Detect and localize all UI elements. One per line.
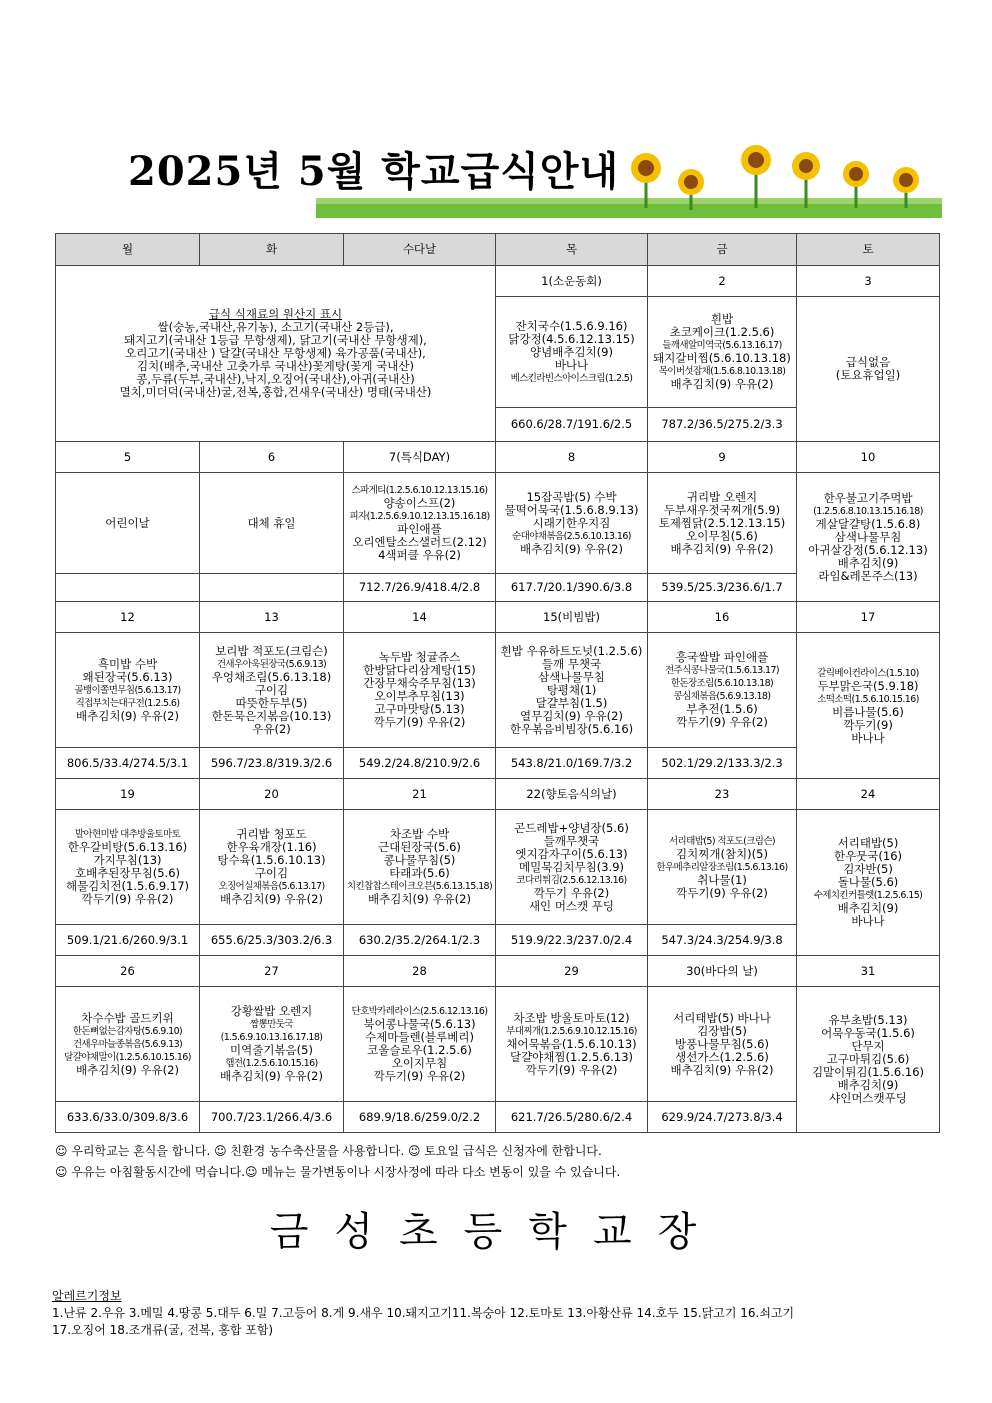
menu-item: 한돈장조림(5.6.10.13.18): [670, 678, 774, 689]
menu-item: 게살달걀탕(1.5.6.8): [815, 516, 921, 531]
day-number: 21: [344, 779, 496, 810]
menu-item: 흥국쌀밥 파인애플: [675, 650, 769, 664]
menu-item: 베스킨라빈스아이스크림(1.2.5): [510, 372, 633, 384]
menu-item: 우엉채조림(5.6.13.18): [211, 669, 332, 684]
meal-cell: [496, 810, 648, 925]
menu-item: 두부새우젓국찌개(5.9): [663, 502, 781, 517]
menu-item: 흑미밥 수박: [97, 656, 158, 671]
menu-item: 한돈뼈없는감자탕(5.6.9.10): [72, 1025, 183, 1037]
nutrition-info: 549.2/24.8/210.9/2.6: [344, 748, 496, 779]
menu-item: 배추김치(9): [837, 555, 899, 570]
origin-line: 돼지고기(국내산 1등급 무항생제), 닭고기(국내산 무항생제),: [124, 333, 427, 347]
day-number: 24: [797, 779, 940, 810]
menu-item: 치킨찹찹스테이크오븐(5.6.13.15.18): [346, 881, 493, 892]
menu-item: 흰밥 우유하트도넛(1.2.5.6): [500, 643, 643, 658]
menu-item: 배추김치(9) 우유(2): [670, 541, 774, 556]
menu-item: 들깨새알미역국(5.6.13.16.17): [662, 340, 782, 351]
day-number: 12: [56, 602, 200, 633]
menu-item: 유부초밥(5.13): [828, 1013, 908, 1027]
menu-item: 북어콩나물국(5.6.13): [363, 1017, 476, 1031]
menu-item: 부추전(1.5.6): [686, 702, 758, 716]
meal-cell: [648, 473, 797, 574]
day-number: 7(특식DAY): [344, 442, 496, 473]
menu-item: 서리태밥(5) 바나나: [673, 1010, 771, 1025]
menu-item: 간장무채숙주무침(13): [363, 676, 476, 690]
menu-item: 배추김치(9) 우유(2): [670, 1062, 774, 1077]
menu-item: 양송이스프(2): [383, 496, 456, 510]
menu-item: 닭강정(4.5.6.12.13.15): [508, 331, 635, 346]
footer-note: ☺ 우리학교는 혼식을 합니다. ☺ 친환경 농수축산물을 사용합니다. ☺ 토요일 급식은 신청자에 한합니다.: [55, 1144, 602, 1158]
menu-item: 따뜻한두부(5): [235, 695, 308, 710]
menu-item: 방풍나물무침(5.6): [675, 1036, 769, 1051]
meal-cell: [344, 473, 496, 574]
menu-item: 배추김치(9) 우유(2): [220, 1069, 323, 1083]
menu-item: 깍두기 우유(2): [533, 885, 610, 900]
menu-item: 귀리밥 오렌지: [686, 489, 758, 504]
menu-item: 차수수밥 골드키위: [81, 1010, 174, 1025]
menu-item: 돼지갈비찜(5.6.10.13.18): [653, 351, 791, 365]
menu-item: 구이김: [254, 866, 289, 880]
menu-item: 달걀야채찜(1.2.5.6.13): [509, 1049, 634, 1064]
nutrition-info: 655.6/25.3/303.2/6.3: [200, 925, 344, 956]
day-number: 31: [797, 956, 940, 987]
nutrition-info: 617.7/20.1/390.6/3.8: [496, 574, 648, 602]
day-number: 17: [797, 602, 940, 633]
menu-item: 한우육개장(1.16): [226, 840, 317, 854]
menu-item: 콩나물무침(5): [383, 853, 456, 867]
day-number: 3: [797, 266, 940, 297]
meal-cell: [56, 633, 200, 748]
nutrition-info: 689.9/18.6/259.0/2.2: [344, 1102, 496, 1133]
menu-item: 직접부치는대구전(1.2.5.6): [75, 697, 180, 709]
day-number: 13: [200, 602, 344, 633]
menu-item: 전주식콩나물국(1.5.6.13.17): [664, 665, 780, 676]
menu-item: 대체 휴일: [247, 515, 296, 530]
day-number: 2: [648, 266, 797, 297]
menu-item: 녹두밥 청귤쥬스: [378, 650, 461, 664]
meal-cell: [344, 987, 496, 1102]
menu-item: 왜된장국(5.6.13): [82, 669, 173, 684]
menu-item: 샤인머스캣푸딩: [829, 1091, 907, 1105]
menu-item: 토제찜닭(2.5.12.13.15): [658, 515, 786, 530]
menu-item: 한방닭다리삼계탕(15): [363, 663, 476, 677]
menu-item: 오이부추무침(13): [374, 689, 465, 703]
menu-item: 아귀살강정(5.6.12.13): [808, 542, 928, 557]
meal-cell: [797, 987, 940, 1133]
menu-item: 15잡곡밥(5) 수박: [526, 489, 617, 504]
meal-cell: [200, 810, 344, 925]
menu-item: 배추김치(9) 우유(2): [220, 892, 323, 906]
menu-item: 생선가스(1.2.5.6): [675, 1049, 769, 1064]
menu-item: 배추김치(9): [837, 1078, 899, 1092]
menu-item: 한우뭇국(16): [833, 849, 903, 863]
menu-item: 코울슬로우(1.2.5.6): [367, 1043, 472, 1057]
origin-notice-title: 급식 식재료의 원산지 표시: [208, 307, 343, 321]
menu-table: [55, 233, 940, 1133]
menu-item: 김말이튀김(1.5.6.16): [811, 1065, 925, 1079]
menu-item: 한돈묵은지볶음(10.13): [211, 708, 332, 723]
menu-item: 라임&레몬주스(13): [818, 568, 918, 583]
menu-item: 돌나물(5.6): [837, 875, 899, 889]
nutrition-info: 630.2/35.2/264.1/2.3: [344, 925, 496, 956]
menu-item: 서리태밥(5) 적포도(크림슨): [668, 835, 776, 847]
allergy-title: 알레르기정보: [52, 1289, 122, 1303]
meal-cell: [200, 987, 344, 1102]
menu-item: 김자반(5): [843, 862, 893, 876]
menu-item: 양념배추김치(9): [530, 344, 613, 359]
day-number: 28: [344, 956, 496, 987]
menu-item: 차조밥 방울토마토(12): [513, 1010, 630, 1025]
menu-item: 곤드레밥+양념장(5.6): [514, 820, 629, 835]
menu-item: 한우메추리알장조림(1.5.6.13.16): [656, 861, 788, 873]
sunflower-illustration: [316, 140, 942, 220]
menu-item: 엣지감자구이(5.6.13): [515, 846, 628, 861]
menu-item: 바나나: [851, 730, 885, 745]
menu-item: (1.2.5.6.8.10.13.15.16.18): [813, 505, 923, 517]
menu-item: 깍두기(9) 우유(2): [81, 892, 174, 906]
menu-item: 목이버섯잡채(1.5.6.8.10.13.18): [658, 366, 786, 377]
meal-cell: [56, 987, 200, 1102]
menu-item: 배추김치(9) 우유(2): [76, 708, 179, 723]
day-number: 30(바다의 날): [648, 956, 797, 987]
nutrition-info: 596.7/23.8/319.3/2.6: [200, 748, 344, 779]
menu-item: 어린이날: [105, 515, 150, 530]
day-number: 6: [200, 442, 344, 473]
menu-item: 골뱅이쫄면무침(5.6.13.17): [74, 684, 181, 696]
meal-cell: [496, 297, 648, 408]
meal-cell: [56, 810, 200, 925]
meal-cell: [496, 987, 648, 1102]
menu-item: 새인 머스캣 푸딩: [528, 898, 615, 913]
nutrition-info: 502.1/29.2/133.3/2.3: [648, 748, 797, 779]
menu-item: 비름나물(5.6): [832, 704, 904, 719]
menu-item: 배추김치(9) 우유(2): [520, 541, 623, 556]
menu-item: 김장밥(5): [697, 1023, 747, 1038]
menu-item: 바나나: [554, 357, 589, 372]
nutrition-info: 629.9/24.7/273.8/3.4: [648, 1102, 797, 1133]
menu-item: 취나물(1): [697, 872, 747, 887]
day-number: 16: [648, 602, 797, 633]
menu-item: 잔치국수(1.5.6.9.16): [515, 318, 628, 333]
menu-item: 삼색나물무침: [834, 529, 902, 544]
menu-item: 오징어실채볶음(5.6.13.17): [218, 881, 325, 892]
nutrition-info: 539.5/25.3/236.6/1.7: [648, 574, 797, 602]
menu-item: 초코케이크(1.2.5.6): [669, 325, 775, 339]
menu-item: 미역줄기볶음(5): [230, 1043, 313, 1057]
menu-item: 한우불고기주먹밥: [823, 490, 913, 505]
nutrition-info: 509.1/21.6/260.9/3.1: [56, 925, 200, 956]
day-number: 27: [200, 956, 344, 987]
meal-cell: [797, 473, 940, 602]
menu-item: 시래기한우지짐: [532, 515, 611, 530]
menu-item: 두부맑은국(5.9.18): [817, 678, 919, 693]
nutrition-info: 543.8/21.0/169.7/3.2: [496, 748, 648, 779]
menu-item: 발아현미밥 대추방울토마토: [74, 829, 181, 840]
meal-cell: [344, 810, 496, 925]
menu-item: 고구마맛탕(5.13): [374, 702, 465, 716]
menu-item: 스파게티(1.2.5.6.10.12.13.15.16): [351, 485, 488, 496]
menu-item: 탕평채(1): [546, 682, 597, 697]
page-title: 2025년 5월 학교급식안내: [128, 148, 620, 195]
menu-item: 수제치킨커틀렛(1.2.5.6.15): [813, 890, 923, 901]
day-number: 14: [344, 602, 496, 633]
menu-item: 한우갈비탕(5.6.13.16): [67, 840, 188, 854]
menu-item: 건새우마늘종볶음(5.6.9.13): [72, 1038, 183, 1050]
weekday-header: 월: [56, 234, 200, 266]
menu-item: 서리태밥(5): [837, 836, 899, 850]
day-number: 20: [200, 779, 344, 810]
menu-item: 급식없음: [845, 355, 891, 369]
menu-item: 고구마튀김(5.6): [826, 1052, 910, 1066]
allergy-line: 1.난류 2.우유 3.메밀 4.땅콩 5.대두 6.밀 7.고등어 8.게 9.새우 10.돼지고기11.복숭아 12.토마토 13.아황산류 14.호두 15.닭고기 16.쇠고기: [52, 1306, 795, 1320]
day-number: 23: [648, 779, 797, 810]
nutrition-info: 621.7/26.5/280.6/2.4: [496, 1102, 648, 1133]
menu-item: 탕수육(1.5.6.10.13): [217, 853, 326, 867]
menu-item: 배추김치(9): [837, 901, 899, 915]
day-number: 8: [496, 442, 648, 473]
menu-item: 순대야채볶음(2.5.6.10.13.16): [512, 530, 631, 542]
meal-cell: [648, 987, 797, 1102]
menu-item: 한우볶음비빔장(5.6.16): [509, 721, 634, 736]
menu-item: 타래과(5.6): [389, 866, 450, 880]
menu-item: 김치찌개(참치)(5): [676, 846, 768, 861]
menu-item: 채어묵볶음(1.5.6.10.13): [506, 1036, 637, 1051]
allergy-info: [52, 1288, 794, 1339]
menu-item: 깍두기(9) 우유(2): [676, 715, 768, 729]
menu-item: 갈릭베이컨라이스(1.5.10): [817, 667, 919, 679]
menu-item: 배추김치(9) 우유(2): [368, 892, 471, 906]
menu-item: 건새우아욱된장국(5.6.9.13): [216, 658, 327, 670]
menu-item: 콩심채볶음(5.6.9.13.18): [673, 691, 771, 702]
meal-cell: [344, 633, 496, 748]
menu-item: 강황쌀밥 오렌지: [230, 1004, 313, 1018]
day-number: 9: [648, 442, 797, 473]
menu-item: 열무김치(9) 우유(2): [520, 708, 623, 723]
menu-item: 소떡소떡(1.5.6.10.15.16): [817, 693, 919, 705]
origin-notice: [56, 266, 496, 442]
day-number: 22(향토음식의날): [496, 779, 648, 810]
menu-item: 4색퍼클 우유(2): [378, 548, 461, 562]
menu-item: 깍두기(9) 우유(2): [676, 885, 768, 900]
menu-item: 물떡어묵국(1.5.6.8.9.13): [504, 502, 639, 517]
meal-cell: [648, 297, 797, 408]
menu-item: 코다리튀김(2.5.6.12.13.16): [516, 874, 627, 886]
day-number: 15(비빔밥): [496, 602, 648, 633]
weekday-header: 수다날: [344, 234, 496, 266]
meal-cell: [496, 473, 648, 574]
origin-line: 오리고기(국내산 ) 달걀(국내산 무항생제) 육가공품(국내산),: [125, 346, 426, 360]
menu-item: 들깨무챗국: [543, 833, 600, 848]
nutrition-info: 787.2/36.5/275.2/3.3: [648, 408, 797, 442]
menu-item: (토요휴업일): [835, 368, 901, 382]
meal-cell: [797, 810, 940, 956]
menu-item: 깍두기(9) 우유(2): [373, 1069, 466, 1083]
weekday-header: 화: [200, 234, 344, 266]
menu-item: 수제마들렌(블루베리): [365, 1030, 474, 1044]
menu-item: 배추김치(9) 우유(2): [76, 1062, 179, 1077]
menu-item: 부대찌개(1.2.5.6.9.10.12.15.16): [506, 1025, 637, 1037]
menu-item: 단무지: [851, 1039, 885, 1053]
meal-cell: [648, 633, 797, 748]
nutrition-info: 806.5/33.4/274.5/3.1: [56, 748, 200, 779]
menu-item: 보리밥 적포도(크림슨): [215, 643, 328, 658]
menu-item: 가지무침(13): [93, 853, 162, 867]
origin-line: 멸치,미더덕(국내산)굴,전복,홍합,건새우(국내산) 명태(국내산): [119, 385, 432, 399]
menu-item: 흰밥: [710, 312, 734, 326]
menu-item: 바나나: [851, 914, 885, 928]
meal-cell: [797, 297, 940, 442]
day-number: 19: [56, 779, 200, 810]
menu-item: 햄전(1.2.5.6.10.15.16): [225, 1058, 318, 1069]
nutrition-info: 700.7/23.1/266.4/3.6: [200, 1102, 344, 1133]
menu-item: 오이무침(5.6): [686, 528, 758, 543]
menu-item: 차조밥 수박: [389, 827, 450, 841]
allergy-line: 17.오징어 18.조개류(굴, 전복, 홍합 포함): [52, 1323, 274, 1337]
menu-item: 배추김치(9) 우유(2): [670, 377, 774, 391]
weekday-header: 금: [648, 234, 797, 266]
menu-item: 귀리밥 청포도: [236, 827, 307, 841]
school-signature: 금성초등학교장: [269, 1209, 723, 1255]
day-number: 10: [797, 442, 940, 473]
meal-cell: [200, 473, 344, 574]
meal-cell: [496, 633, 648, 748]
menu-item: 단호박카레라이스(2.5.6.12.13.16): [351, 1006, 488, 1017]
nutrition-info: [200, 574, 344, 602]
menu-item: 메밀묵김치무침(3.9): [518, 859, 625, 874]
weekday-header: 토: [797, 234, 940, 266]
menu-item: 근대된장국(5.6): [378, 840, 461, 854]
meal-cell: [648, 810, 797, 925]
nutrition-info: 547.3/24.3/254.9/3.8: [648, 925, 797, 956]
meal-cell: [56, 473, 200, 574]
menu-item: 파인애플: [397, 522, 442, 536]
nutrition-info: [56, 574, 200, 602]
meal-cell: [200, 633, 344, 748]
menu-item: 구이김: [254, 682, 289, 697]
menu-item: 달걀야채말이(1.2.5.6.10.15.16): [64, 1051, 191, 1063]
menu-item: 들깨 무챗국: [541, 656, 602, 671]
menu-item: 호배추된장무침(5.6): [74, 866, 181, 880]
footer-note: ☺ 우유는 아침활동시간에 먹습니다.☺ 메뉴는 물가변동이나 시장사정에 따라 다소 변동이 있을 수 있습니다.: [55, 1165, 621, 1179]
nutrition-info: 633.6/33.0/309.8/3.6: [56, 1102, 200, 1133]
menu-item: 어묵우동국(1.5.6): [821, 1026, 915, 1040]
menu-item: 깍두기(9) 우유(2): [525, 1062, 618, 1077]
day-number: 5: [56, 442, 200, 473]
nutrition-info: 712.7/26.9/418.4/2.8: [344, 574, 496, 602]
day-number: 29: [496, 956, 648, 987]
menu-item: 해물김치전(1.5.6.9.17): [65, 879, 190, 893]
nutrition-info: 519.9/22.3/237.0/2.4: [496, 925, 648, 956]
menu-item: 피자(1.2.5.6.9.10.12.13.15.16.18): [349, 511, 490, 522]
menu-item: 오이지무침: [391, 1056, 448, 1070]
menu-item: 오리엔탈소스샐러드(2.12): [352, 535, 487, 549]
meal-cell: [797, 633, 940, 779]
weekday-header: 목: [496, 234, 648, 266]
menu-item: 삼색나물무침: [538, 669, 605, 684]
nutrition-info: 660.6/28.7/191.6/2.5: [496, 408, 648, 442]
day-number: 1(소운동회): [496, 266, 648, 297]
menu-item: 짬뽕만둣국(1.5.6.9.10.13.16.17.18): [220, 1019, 323, 1043]
menu-item: 깍두기(9) 우유(2): [373, 715, 466, 729]
origin-line: 쌀(숭농,국내산,유기농), 소고기(국내산 2등급),: [157, 320, 394, 334]
menu-item: 우유(2): [252, 721, 291, 736]
origin-line: 콩,두류(두부,국내산),낙지,오징어(국내산),아귀(국내산): [136, 372, 415, 386]
menu-item: 깍두기(9): [843, 717, 893, 732]
menu-item: 달걀부침(1.5): [535, 695, 608, 710]
day-number: 26: [56, 956, 200, 987]
origin-line: 김치(배추,국내산 고춧가루 국내산)꽃게탕(꽃게 국내산): [137, 359, 414, 373]
